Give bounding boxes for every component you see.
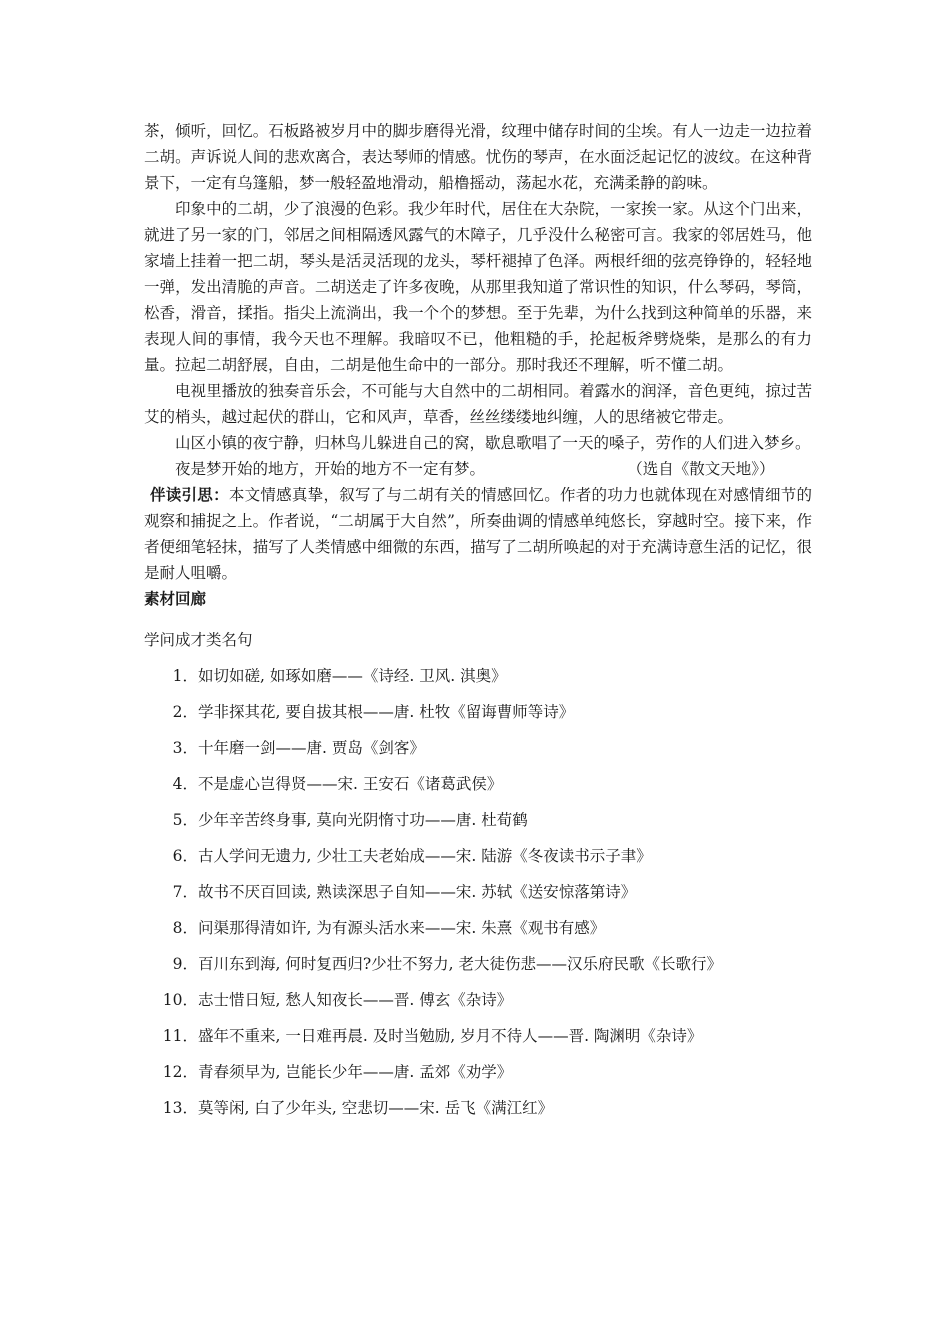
list-item	[144, 808, 812, 844]
item-text: 问渠那得清如许, 为有源头活水来——宋. 朱熹《观书有感》	[198, 919, 606, 937]
source-citation: （选自《散文天地》）	[635, 460, 775, 478]
list-item	[144, 916, 812, 952]
item-text: 少年辛苦终身事, 莫向光阴惰寸功——唐. 杜荀鹤	[198, 811, 528, 829]
item-text: 古人学问无遗力, 少壮工夫老始成——宋. 陆游《冬夜读书示子聿》	[198, 847, 652, 865]
item-number: 7．	[172, 883, 198, 901]
paragraph-5	[144, 456, 812, 482]
quotes-subtitle: 学问成才类名句	[144, 631, 253, 649]
item-number: 2．	[172, 703, 198, 721]
item-number: 1．	[172, 667, 198, 685]
item-number: 13．	[162, 1099, 198, 1117]
item-number: 4．	[172, 775, 198, 793]
list-item	[144, 988, 812, 1024]
item-text: 如切如磋, 如琢如磨——《诗经. 卫风. 淇奥》	[198, 667, 507, 685]
item-text: 不是虚心岂得贤——宋. 王安石《诸葛武侯》	[198, 775, 503, 793]
item-text: 莫等闲, 白了少年头, 空悲切——宋. 岳飞《满江红》	[198, 1099, 554, 1117]
item-number: 5．	[172, 811, 198, 829]
paragraph-2: 印象中的二胡，少了浪漫的色彩。我少年时代，居住在大杂院，一家挨一家。从这个门出来，就进了另一家的门，邻居之间相隔透风露气的木障子，几乎没什么秘密可言。我家的邻居姓马，他家墙上挂着一把二胡，琴头是活灵活现的龙头，琴杆褪掉了色泽。两根纤细的弦亮铮铮的，轻轻地一弹，发出清脆的声音。二胡送走了许多夜晚，从那里我知道了常识性的知识，什么琴码，琴筒，松香，滑音，揉指。指尖上流淌出，我一个个的梦想。至于先辈，为什么找到这种简单的乐器，来表现人间的事情，我今天也不理解。我暗叹不已，他粗糙的手，抡起板斧劈烧柴，是那么的有力量。拉起二胡舒展，自由，二胡是他生命中的一部分。那时我还不理解，听不懂二胡。	[144, 200, 812, 374]
commentary-text: 本文情感真挚，叙写了与二胡有关的情感回忆。作者的功力也就体现在对感情细节的观察和捕捉之上。作者说，“二胡属于大自然”，所奏曲调的情感单纯悠长，穿越时空。接下来，作者便细笔轻抹，描写了人类情感中细微的东西，描写了二胡所唤起的对于充满诗意生活的记忆，很是耐人咀嚼。	[144, 486, 812, 582]
item-text: 青春须早为, 岂能长少年——唐. 孟郊《劝学》	[198, 1063, 513, 1081]
document-page	[144, 118, 812, 1132]
item-number: 11．	[162, 1027, 198, 1045]
list-item	[144, 844, 812, 880]
list-item	[144, 1060, 812, 1096]
item-number: 3．	[172, 739, 198, 757]
paragraph-3: 电视里播放的独奏音乐会，不可能与大自然中的二胡相同。着露水的润泽，音色更纯，掠过苦艾的梢头，越过起伏的群山，它和风声，草香，丝丝缕缕地纠缠，人的思绪被它带走。	[144, 382, 812, 426]
item-number: 12．	[162, 1063, 198, 1081]
paragraph-1: 茶，倾听，回忆。石板路被岁月中的脚步磨得光滑，纹理中储存时间的尘埃。有人一边走一边拉着二胡。声诉说人间的悲欢离合，表达琴师的情感。忧伤的琴声，在水面泛起记忆的波纹。在这种背景下，一定有乌篷船，梦一般轻盈地滑动，船橹摇动，荡起水花，充满柔静的韵味。	[144, 122, 812, 192]
closing-line: 夜是梦开始的地方，开始的地方不一定有梦。	[175, 460, 486, 478]
section-title: 素材回廊	[144, 590, 207, 608]
commentary	[144, 482, 812, 586]
list-item	[144, 1096, 812, 1132]
item-text: 故书不厌百回读, 熟读深思子自知——宋. 苏轼《送安惊落第诗》	[198, 883, 637, 901]
paragraph-4: 山区小镇的夜宁静，归林鸟儿躲进自己的窝，歇息歌唱了一天的嗓子，劳作的人们进入梦乡。	[175, 434, 811, 452]
list-item	[144, 880, 812, 916]
list-item	[144, 664, 812, 700]
item-text: 志士惜日短, 愁人知夜长——晋. 傅玄《杂诗》	[198, 991, 513, 1009]
item-number: 6．	[172, 847, 198, 865]
item-text: 盛年不重来, 一日难再晨. 及时当勉励, 岁月不待人——晋. 陶渊明《杂诗》	[198, 1027, 703, 1045]
item-text: 百川东到海, 何时复西归?少壮不努力, 老大徒伤悲——汉乐府民歌《长歌行》	[198, 955, 723, 973]
item-text: 学非探其花, 要自拔其根——唐. 杜牧《留诲曹师等诗》	[198, 703, 575, 721]
list-item	[144, 772, 812, 808]
list-item	[144, 952, 812, 988]
list-item	[144, 736, 812, 772]
item-number: 8．	[172, 919, 198, 937]
commentary-lead: 伴读引思：	[150, 485, 229, 504]
item-number: 10．	[162, 991, 198, 1009]
list-item	[144, 1024, 812, 1060]
item-text: 十年磨一剑——唐. 贾岛《剑客》	[198, 739, 425, 757]
item-number: 9．	[172, 955, 198, 973]
quote-list	[144, 664, 812, 1132]
list-item	[144, 700, 812, 736]
